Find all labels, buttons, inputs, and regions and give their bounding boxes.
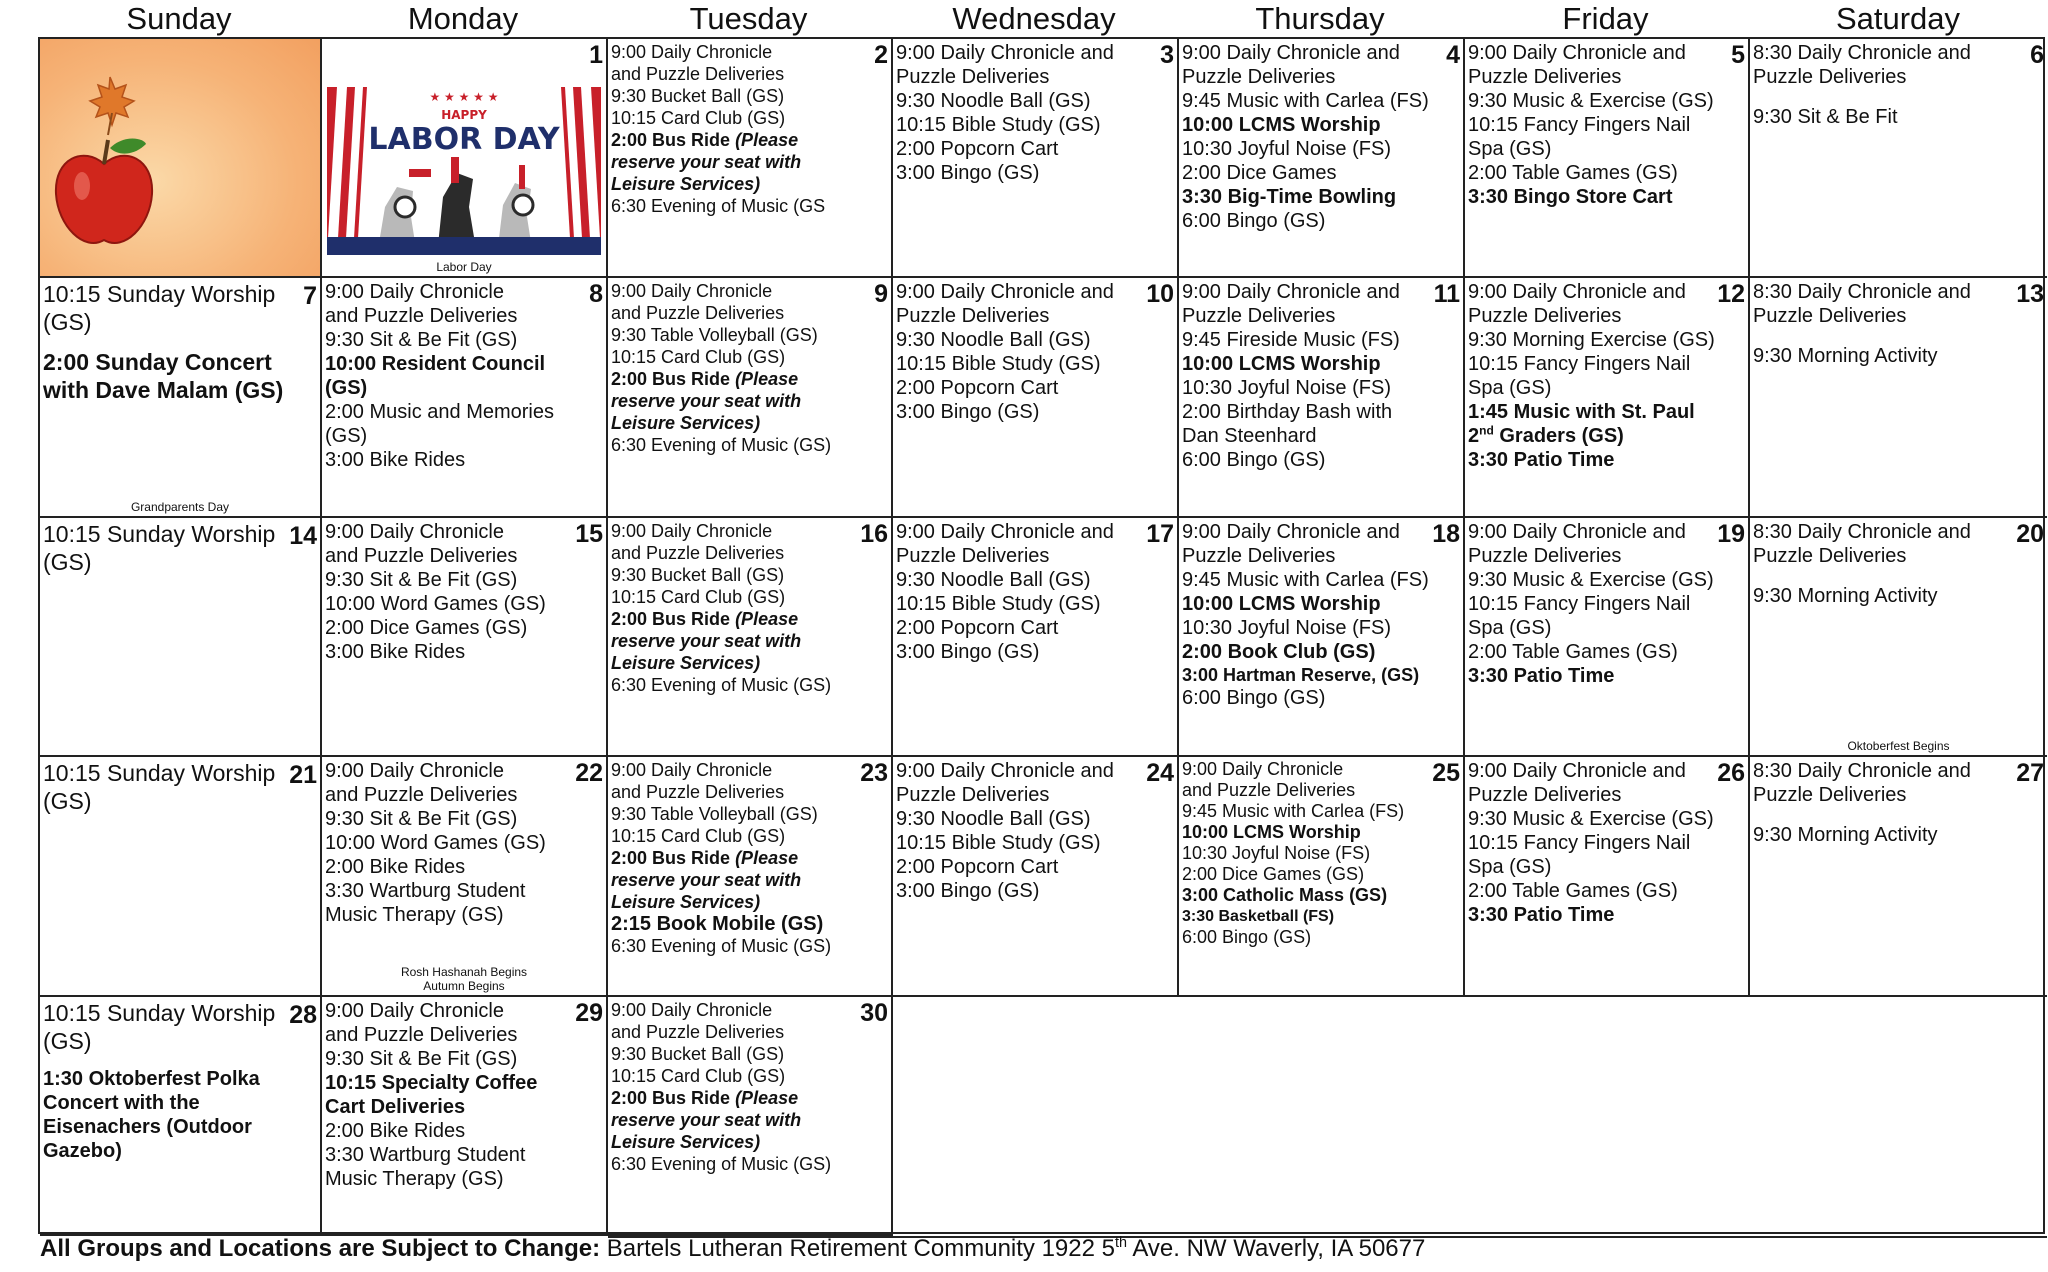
day-cell-20 xyxy=(1750,518,2047,757)
event-item: 10:00 LCMS Worship xyxy=(1182,593,1381,615)
event-item: 10:30 Joyful Noise (FS) xyxy=(1182,617,1391,639)
event-item: 10:15 Sunday Worship (GS) xyxy=(43,1000,276,1054)
event-item: 9:30 Bucket Ball (GS) xyxy=(611,86,785,106)
event-list xyxy=(322,278,606,472)
event-list xyxy=(1750,518,2047,608)
event-item: 10:30 Joyful Noise (FS) xyxy=(1182,843,1371,863)
event-item: 2:00 Bus Ride (Please reserve your seat with Leisure Services) xyxy=(611,848,802,912)
day-cell-5 xyxy=(1465,39,1750,278)
day-cell-4 xyxy=(1179,39,1465,278)
event-item: 9:30 Table Volleyball (GS) xyxy=(611,325,818,345)
day-number: 13 xyxy=(2016,280,2044,308)
day-cell-2 xyxy=(608,39,893,278)
event-item: 3:30 Wartburg Student Music Therapy (GS) xyxy=(325,880,526,926)
weekday-header xyxy=(38,0,2048,37)
event-item: 10:00 Word Games (GS) xyxy=(325,832,546,854)
event-item: 2:00 Dice Games (GS) xyxy=(325,617,528,639)
day-number: 14 xyxy=(289,522,317,550)
day-cell-21 xyxy=(40,757,322,997)
event-item: 9:30 Noodle Ball (GS) xyxy=(896,569,1091,591)
event-list xyxy=(322,518,606,664)
day-number: 22 xyxy=(575,759,603,787)
day-number: 11 xyxy=(1433,280,1460,308)
event-item: and Puzzle Deliveries xyxy=(325,545,518,567)
event-item: 10:00 LCMS Worship xyxy=(1182,353,1381,375)
day-number: 9 xyxy=(874,280,888,308)
day-cell-23 xyxy=(608,757,893,997)
event-item: 10:00 LCMS Worship xyxy=(1182,822,1361,842)
day-cell-17 xyxy=(893,518,1179,757)
day-number: 15 xyxy=(575,520,603,548)
event-item: 9:30 Music & Exercise (GS) xyxy=(1468,90,1714,112)
event-item: 3:00 Hartman Reserve, (GS) xyxy=(1182,665,1420,685)
event-list xyxy=(1750,278,2047,368)
event-item: 9:30 Noodle Ball (GS) xyxy=(896,329,1091,351)
event-item: 2:00 Table Games (GS) xyxy=(1468,162,1678,184)
maple-leaf-icon xyxy=(90,77,134,135)
weekday-monday: Monday xyxy=(407,1,519,36)
event-item: 9:30 Sit & Be Fit xyxy=(1753,106,1898,128)
event-item: 1:30 Oktoberfest Polka Concert with the Eisenachers (Outdoor Gazebo) xyxy=(43,1068,260,1162)
event-item: 2:00 Table Games (GS) xyxy=(1468,641,1678,663)
day-cell-1 xyxy=(322,39,608,278)
footer-address: Bartels Lutheran Retirement Community 1922 5th Ave. NW Waverly, IA 50677 xyxy=(600,1235,1426,1262)
event-item: 6:30 Evening of Music (GS) xyxy=(611,675,832,695)
event-item: 9:00 Daily Chronicle and Puzzle Deliveries xyxy=(1468,281,1686,327)
weekday-thursday: Thursday xyxy=(1255,1,1385,36)
event-item: 2:00 Bus Ride (Please reserve your seat with Leisure Services) xyxy=(611,369,802,433)
event-item: 8:30 Daily Chronicle and Puzzle Deliveries xyxy=(1753,281,1971,327)
event-item: 6:00 Bingo (GS) xyxy=(1182,687,1326,709)
event-item: 2:00 Music and Memories (GS) xyxy=(325,401,554,447)
event-list xyxy=(40,518,320,576)
weekday-friday: Friday xyxy=(1562,1,1649,36)
event-item: 9:00 Daily Chronicle xyxy=(611,42,773,62)
day-number: 30 xyxy=(860,999,888,1027)
event-item: 9:00 Daily Chronicle and Puzzle Deliveries xyxy=(896,521,1114,567)
day-number: 23 xyxy=(860,759,888,787)
event-item: 6:00 Bingo (GS) xyxy=(1182,449,1326,471)
event-item: 9:30 Morning Activity xyxy=(1753,585,1938,607)
day-cell-30 xyxy=(608,997,893,1236)
day-cell-27 xyxy=(1750,757,2047,997)
event-item: 2:00 Popcorn Cart xyxy=(896,856,1059,878)
event-list xyxy=(893,518,1177,664)
event-list xyxy=(893,757,1177,903)
observance-label: Grandparents Day xyxy=(130,500,230,514)
event-item: 9:00 Daily Chronicle and Puzzle Deliveries xyxy=(1468,521,1686,567)
event-item: 9:00 Daily Chronicle xyxy=(325,1000,504,1022)
event-list xyxy=(1179,278,1463,472)
event-item: 9:00 Daily Chronicle xyxy=(611,760,773,780)
day-number: 12 xyxy=(1717,280,1745,308)
day-cell-14 xyxy=(40,518,322,757)
svg-text:★ ★ ★ ★ ★: ★ ★ ★ ★ ★ xyxy=(429,90,499,104)
weekday-saturday: Saturday xyxy=(1835,1,1961,36)
day-cell-9 xyxy=(608,278,893,518)
event-item: 10:15 Card Club (GS) xyxy=(611,1066,786,1086)
day-cell-7 xyxy=(40,278,322,518)
event-item: 9:30 Morning Exercise (GS) xyxy=(1468,329,1715,351)
event-item: 10:00 LCMS Worship xyxy=(1182,114,1381,136)
event-list xyxy=(608,39,891,217)
event-item: 2:15 Book Mobile (GS) xyxy=(611,913,824,935)
event-item: 2:00 Bike Rides xyxy=(325,856,466,878)
event-item: 9:30 Table Volleyball (GS) xyxy=(611,804,818,824)
event-item: 6:00 Bingo (GS) xyxy=(1182,927,1312,947)
event-list xyxy=(1465,278,1748,472)
event-item: 3:00 Catholic Mass (GS) xyxy=(1182,885,1388,905)
observance-label: Oktoberfest Begins xyxy=(1847,739,1950,753)
event-item: 2:00 Bike Rides xyxy=(325,1120,466,1142)
event-item: 3:00 Bingo (GS) xyxy=(896,641,1040,663)
event-item: 3:00 Bingo (GS) xyxy=(896,401,1040,423)
apple-icon xyxy=(56,139,152,243)
calendar-grid xyxy=(38,37,2045,1234)
event-item: 10:15 Sunday Worship (GS) xyxy=(43,521,276,575)
day-number: 6 xyxy=(2030,41,2044,69)
event-item: 10:15 Card Club (GS) xyxy=(611,347,786,367)
day-number: 25 xyxy=(1432,759,1460,787)
event-item: 9:00 Daily Chronicle and Puzzle Deliveries xyxy=(1182,521,1400,567)
day-cell-24 xyxy=(893,757,1179,997)
event-item: 9:30 Bucket Ball (GS) xyxy=(611,565,785,585)
day-number: 10 xyxy=(1146,280,1174,308)
event-item: 6:30 Evening of Music (GS) xyxy=(611,936,832,956)
event-item: 10:00 Word Games (GS) xyxy=(325,593,546,615)
event-item: and Puzzle Deliveries xyxy=(611,782,785,802)
event-item: 9:00 Daily Chronicle and Puzzle Deliveries xyxy=(1182,42,1400,88)
event-item: 3:00 Bingo (GS) xyxy=(896,162,1040,184)
event-item: 10:15 Sunday Worship (GS) xyxy=(43,281,276,335)
event-item: 10:15 Bible Study (GS) xyxy=(896,832,1101,854)
event-item: 2:00 Popcorn Cart xyxy=(896,377,1059,399)
event-item: 10:15 Card Club (GS) xyxy=(611,587,786,607)
weekday-tuesday: Tuesday xyxy=(689,1,808,36)
day-cell-8 xyxy=(322,278,608,518)
day-number: 17 xyxy=(1146,520,1174,548)
event-item: 3:30 Big-Time Bowling xyxy=(1182,186,1397,208)
event-item: 10:30 Joyful Noise (FS) xyxy=(1182,138,1391,160)
day-cell-19 xyxy=(1465,518,1750,757)
day-number: 26 xyxy=(1717,759,1745,787)
event-item: 9:00 Daily Chronicle xyxy=(611,281,773,301)
event-item: 2:00 Bus Ride (Please reserve your seat with Leisure Services) xyxy=(611,130,802,194)
observance-label: Labor Day xyxy=(436,260,492,274)
event-item: 10:15 Sunday Worship (GS) xyxy=(43,760,276,814)
event-item: 6:30 Evening of Music (GS) xyxy=(611,1154,832,1174)
event-item: 3:30 Basketball (FS) xyxy=(1182,908,1335,925)
event-item: and Puzzle Deliveries xyxy=(611,64,785,84)
day-cell-3 xyxy=(893,39,1179,278)
event-item: 1:45 Music with St. Paul 2nd Graders (GS) xyxy=(1468,401,1695,447)
day-cell-25 xyxy=(1179,757,1465,997)
event-item: 3:00 Bike Rides xyxy=(325,641,466,663)
event-item: 9:45 Music with Carlea (FS) xyxy=(1182,569,1429,591)
event-list xyxy=(1465,39,1748,209)
event-item: 2:00 Book Club (GS) xyxy=(1182,641,1376,663)
event-item: 10:15 Fancy Fingers Nail Spa (GS) xyxy=(1468,593,1691,639)
event-item: 9:45 Music with Carlea (FS) xyxy=(1182,801,1405,821)
event-item: 3:30 Patio Time xyxy=(1468,904,1615,926)
event-item: 10:00 Resident Council (GS) xyxy=(325,353,546,399)
event-item: 9:30 Morning Activity xyxy=(1753,824,1938,846)
event-item: and Puzzle Deliveries xyxy=(611,303,785,323)
event-item: 2:00 Popcorn Cart xyxy=(896,138,1059,160)
day-cell-18 xyxy=(1179,518,1465,757)
event-item: 3:30 Patio Time xyxy=(1468,665,1615,687)
event-item: and Puzzle Deliveries xyxy=(325,305,518,327)
event-item: 9:00 Daily Chronicle and Puzzle Deliveries xyxy=(1182,281,1400,327)
day-number: 4 xyxy=(1446,41,1460,69)
event-list xyxy=(1465,518,1748,688)
day-number: 2 xyxy=(874,41,888,69)
event-item: 9:30 Morning Activity xyxy=(1753,345,1938,367)
event-item: 9:30 Sit & Be Fit (GS) xyxy=(325,569,518,591)
observance-label: Autumn Begins xyxy=(423,979,505,993)
event-item: 10:15 Card Club (GS) xyxy=(611,826,786,846)
footer-disclaimer: All Groups and Locations are Subject to Change: xyxy=(40,1235,601,1262)
event-list xyxy=(1179,518,1463,710)
event-item: and Puzzle Deliveries xyxy=(1182,780,1356,800)
event-item: 8:30 Daily Chronicle and Puzzle Deliveries xyxy=(1753,42,1971,88)
event-item: 8:30 Daily Chronicle and Puzzle Deliveries xyxy=(1753,760,1971,806)
day-cell-22 xyxy=(322,757,608,997)
event-item: 9:45 Fireside Music (FS) xyxy=(1182,329,1400,351)
event-item: 2:00 Dice Games xyxy=(1182,162,1337,184)
day-number: 21 xyxy=(289,761,317,789)
event-item: and Puzzle Deliveries xyxy=(611,543,785,563)
event-list xyxy=(608,518,891,696)
event-list xyxy=(1750,757,2047,847)
weekday-wednesday: Wednesday xyxy=(952,1,1116,36)
event-item: 9:00 Daily Chronicle xyxy=(611,1000,773,1020)
event-item: 9:00 Daily Chronicle and Puzzle Deliveries xyxy=(896,760,1114,806)
event-item: 10:30 Joyful Noise (FS) xyxy=(1182,377,1391,399)
event-list xyxy=(608,997,891,1175)
event-list xyxy=(40,757,320,815)
day-number: 28 xyxy=(289,1001,317,1029)
event-item: 9:30 Music & Exercise (GS) xyxy=(1468,808,1714,830)
event-item: 6:30 Evening of Music (GS xyxy=(611,196,826,216)
day-number: 3 xyxy=(1160,41,1174,69)
event-item: 2:00 Dice Games (GS) xyxy=(1182,864,1365,884)
event-list xyxy=(608,757,891,957)
labor-image-line1: HAPPY xyxy=(441,108,487,122)
event-item: 9:00 Daily Chronicle and Puzzle Deliveries xyxy=(1468,760,1686,806)
event-item: 10:15 Fancy Fingers Nail Spa (GS) xyxy=(1468,353,1691,399)
event-list xyxy=(893,39,1177,185)
event-item: and Puzzle Deliveries xyxy=(611,1022,785,1042)
event-item: 3:00 Bingo (GS) xyxy=(896,880,1040,902)
day-cell-15 xyxy=(322,518,608,757)
event-item: 3:00 Bike Rides xyxy=(325,449,466,471)
day-number: 8 xyxy=(589,280,603,308)
event-item: 10:15 Fancy Fingers Nail Spa (GS) xyxy=(1468,832,1691,878)
day-number: 1 xyxy=(589,41,603,69)
event-list xyxy=(608,278,891,456)
event-list xyxy=(40,997,320,1163)
event-item: 9:30 Music & Exercise (GS) xyxy=(1468,569,1714,591)
day-cell-28 xyxy=(40,997,322,1236)
event-list xyxy=(322,757,606,927)
day-number: 16 xyxy=(860,520,888,548)
observance-label: Rosh Hashanah Begins xyxy=(400,965,528,979)
event-item: 10:15 Specialty Coffee Cart Deliveries xyxy=(325,1072,538,1118)
event-item: 2:00 Birthday Bash with Dan Steenhard xyxy=(1182,401,1393,447)
day-cell-6 xyxy=(1750,39,2047,278)
event-item: 9:00 Daily Chronicle xyxy=(1182,759,1344,779)
event-item: 9:00 Daily Chronicle xyxy=(325,521,504,543)
event-item: 3:30 Bingo Store Cart xyxy=(1468,186,1673,208)
day-number: 24 xyxy=(1146,759,1174,787)
event-item: 2:00 Popcorn Cart xyxy=(896,617,1059,639)
labor-image-line2: LABOR DAY xyxy=(368,122,560,157)
event-item: 9:30 Sit & Be Fit (GS) xyxy=(325,329,518,351)
event-list xyxy=(1179,757,1463,948)
autumn-decoration-cell xyxy=(40,39,322,278)
event-item: 10:15 Bible Study (GS) xyxy=(896,593,1101,615)
event-item: 2:00 Bus Ride (Please reserve your seat with Leisure Services) xyxy=(611,1088,802,1152)
event-item: 9:45 Music with Carlea (FS) xyxy=(1182,90,1429,112)
event-item: 9:00 Daily Chronicle xyxy=(325,760,504,782)
day-number: 18 xyxy=(1432,520,1460,548)
event-item: 3:30 Wartburg Student Music Therapy (GS) xyxy=(325,1144,526,1190)
event-list xyxy=(1465,757,1748,927)
day-cell-29 xyxy=(322,997,608,1236)
event-item: 9:30 Noodle Ball (GS) xyxy=(896,808,1091,830)
day-number: 5 xyxy=(1731,41,1745,69)
event-item: 9:00 Daily Chronicle and Puzzle Deliveries xyxy=(896,281,1114,327)
event-list xyxy=(1750,39,2047,129)
event-list xyxy=(322,997,606,1191)
event-item: 9:00 Daily Chronicle and Puzzle Deliveries xyxy=(1468,42,1686,88)
event-item: 6:30 Evening of Music (GS) xyxy=(611,435,832,455)
day-number: 7 xyxy=(303,282,317,310)
event-item: 10:15 Fancy Fingers Nail Spa (GS) xyxy=(1468,114,1691,160)
event-item: 9:30 Bucket Ball (GS) xyxy=(611,1044,785,1064)
day-number: 27 xyxy=(2016,759,2044,787)
event-item: 9:00 Daily Chronicle xyxy=(325,281,504,303)
day-cell-16 xyxy=(608,518,893,757)
day-number: 19 xyxy=(1717,520,1745,548)
event-item: 9:30 Sit & Be Fit (GS) xyxy=(325,1048,518,1070)
event-item: 10:15 Bible Study (GS) xyxy=(896,114,1101,136)
day-number: 29 xyxy=(575,999,603,1027)
day-number: 20 xyxy=(2016,520,2044,548)
labor-day-image xyxy=(327,87,601,255)
weekday-sunday: Sunday xyxy=(126,1,232,36)
day-cell-12 xyxy=(1465,278,1750,518)
event-item: 10:15 Card Club (GS) xyxy=(611,108,786,128)
event-item: 8:30 Daily Chronicle and Puzzle Deliveries xyxy=(1753,521,1971,567)
event-item: 9:30 Sit & Be Fit (GS) xyxy=(325,808,518,830)
event-item: 9:30 Noodle Ball (GS) xyxy=(896,90,1091,112)
event-item: 2:00 Table Games (GS) xyxy=(1468,880,1678,902)
event-item: 9:00 Daily Chronicle and Puzzle Deliveries xyxy=(896,42,1114,88)
event-item: 3:30 Patio Time xyxy=(1468,449,1615,471)
day-cell-10 xyxy=(893,278,1179,518)
footer-note xyxy=(40,1234,1425,1264)
event-item: 6:00 Bingo (GS) xyxy=(1182,210,1326,232)
event-item: and Puzzle Deliveries xyxy=(325,1024,518,1046)
event-list xyxy=(40,278,320,404)
event-item: 2:00 Sunday Concert with Dave Malam (GS) xyxy=(43,349,284,403)
day-cell-11 xyxy=(1179,278,1465,518)
event-item: 9:00 Daily Chronicle xyxy=(611,521,773,541)
event-list xyxy=(893,278,1177,424)
autumn-art xyxy=(40,39,322,278)
event-item: 10:15 Bible Study (GS) xyxy=(896,353,1101,375)
event-item: 2:00 Bus Ride (Please reserve your seat with Leisure Services) xyxy=(611,609,802,673)
event-item: and Puzzle Deliveries xyxy=(325,784,518,806)
day-cell-26 xyxy=(1465,757,1750,997)
day-cell-13 xyxy=(1750,278,2047,518)
event-list xyxy=(1179,39,1463,233)
